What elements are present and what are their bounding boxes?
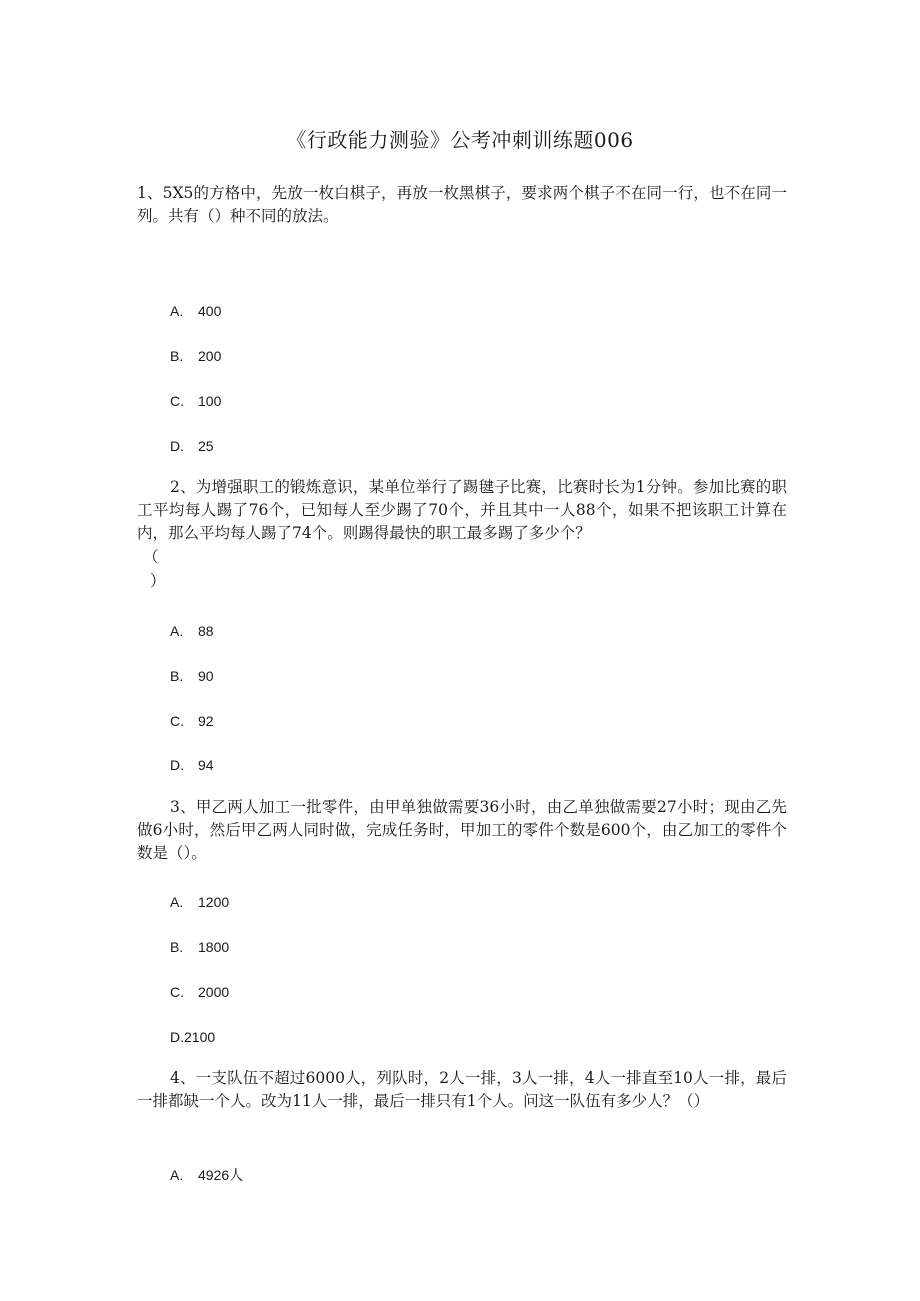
option-label: B. (170, 668, 184, 684)
option-value: 200 (198, 348, 222, 364)
option-label: C. (170, 984, 184, 1000)
option-label: C. (170, 713, 184, 729)
option-value: 92 (198, 713, 214, 729)
option-value: 2100 (184, 1029, 216, 1045)
option-value: 88 (198, 623, 214, 639)
q3-option-b (170, 938, 229, 956)
q3-option-c (170, 983, 229, 1001)
option-label: B. (170, 348, 184, 364)
option-value: 100 (198, 393, 222, 409)
option-value: 4926人 (198, 1167, 244, 1183)
option-label: A. (170, 303, 184, 319)
q1-option-d (170, 437, 214, 455)
option-label: C. (170, 393, 184, 409)
question-3-text: 3、甲乙两人加工一批零件，由甲单独做需要36小时，由乙单独做需要27小时；现由乙先做6小时，然后甲乙两人同时做，完成任务时，甲加工的零件个数是600个，由乙加工的零件个数是（）。 (137, 798, 787, 862)
q4-option-a (170, 1166, 243, 1184)
q3-option-d (170, 1028, 215, 1046)
option-label: A. (170, 894, 184, 910)
option-value: 90 (198, 668, 214, 684)
option-label: D. (170, 438, 184, 454)
option-value: 2000 (198, 984, 230, 1000)
q1-option-a (170, 302, 221, 320)
q2-option-d (170, 756, 214, 774)
question-1-text: 1、5X5的方格中，先放一枚白棋子，再放一枚黑棋子，要求两个棋子不在同一行，也不在同一列。共有（）种不同的放法。 (137, 184, 787, 225)
question-2-paren-open: （ (143, 548, 159, 566)
option-value: 1800 (198, 939, 230, 955)
q1-option-c (170, 392, 221, 410)
question-4-text: 4、一支队伍不超过6000人，列队时，2人一排，3人一排，4人一排直至10人一排，最后一排都缺一个人。改为11人一排，最后一排只有1个人。问这一队伍有多少人？（） (137, 1069, 787, 1110)
q1-option-b (170, 347, 221, 365)
option-value: 25 (198, 438, 214, 454)
question-2-paren-close: ） (150, 572, 166, 590)
q3-option-a (170, 893, 229, 911)
q2-option-c (170, 712, 214, 730)
question-2-text: 2、为增强职工的锻炼意识，某单位举行了踢毽子比赛，比赛时长为1分钟。参加比赛的职工平均每人踢了76个，已知每人至少踢了70个，并且其中一人88个，如果不把该职工计算在内，那么平均每人踢了74个。则踢得最快的职工最多踢了多少个？ (137, 478, 787, 542)
option-value: 1200 (198, 894, 230, 910)
option-label: B. (170, 939, 184, 955)
option-value: 400 (198, 303, 222, 319)
q2-option-a (170, 622, 214, 640)
page-title: 《行政能力测验》公考冲刺训练题006 (286, 128, 634, 152)
option-value: 94 (198, 757, 214, 773)
option-label: A. (170, 623, 184, 639)
option-label: D. (170, 1029, 184, 1045)
option-label: D. (170, 757, 184, 773)
q2-option-b (170, 667, 214, 685)
option-label: A. (170, 1167, 184, 1183)
